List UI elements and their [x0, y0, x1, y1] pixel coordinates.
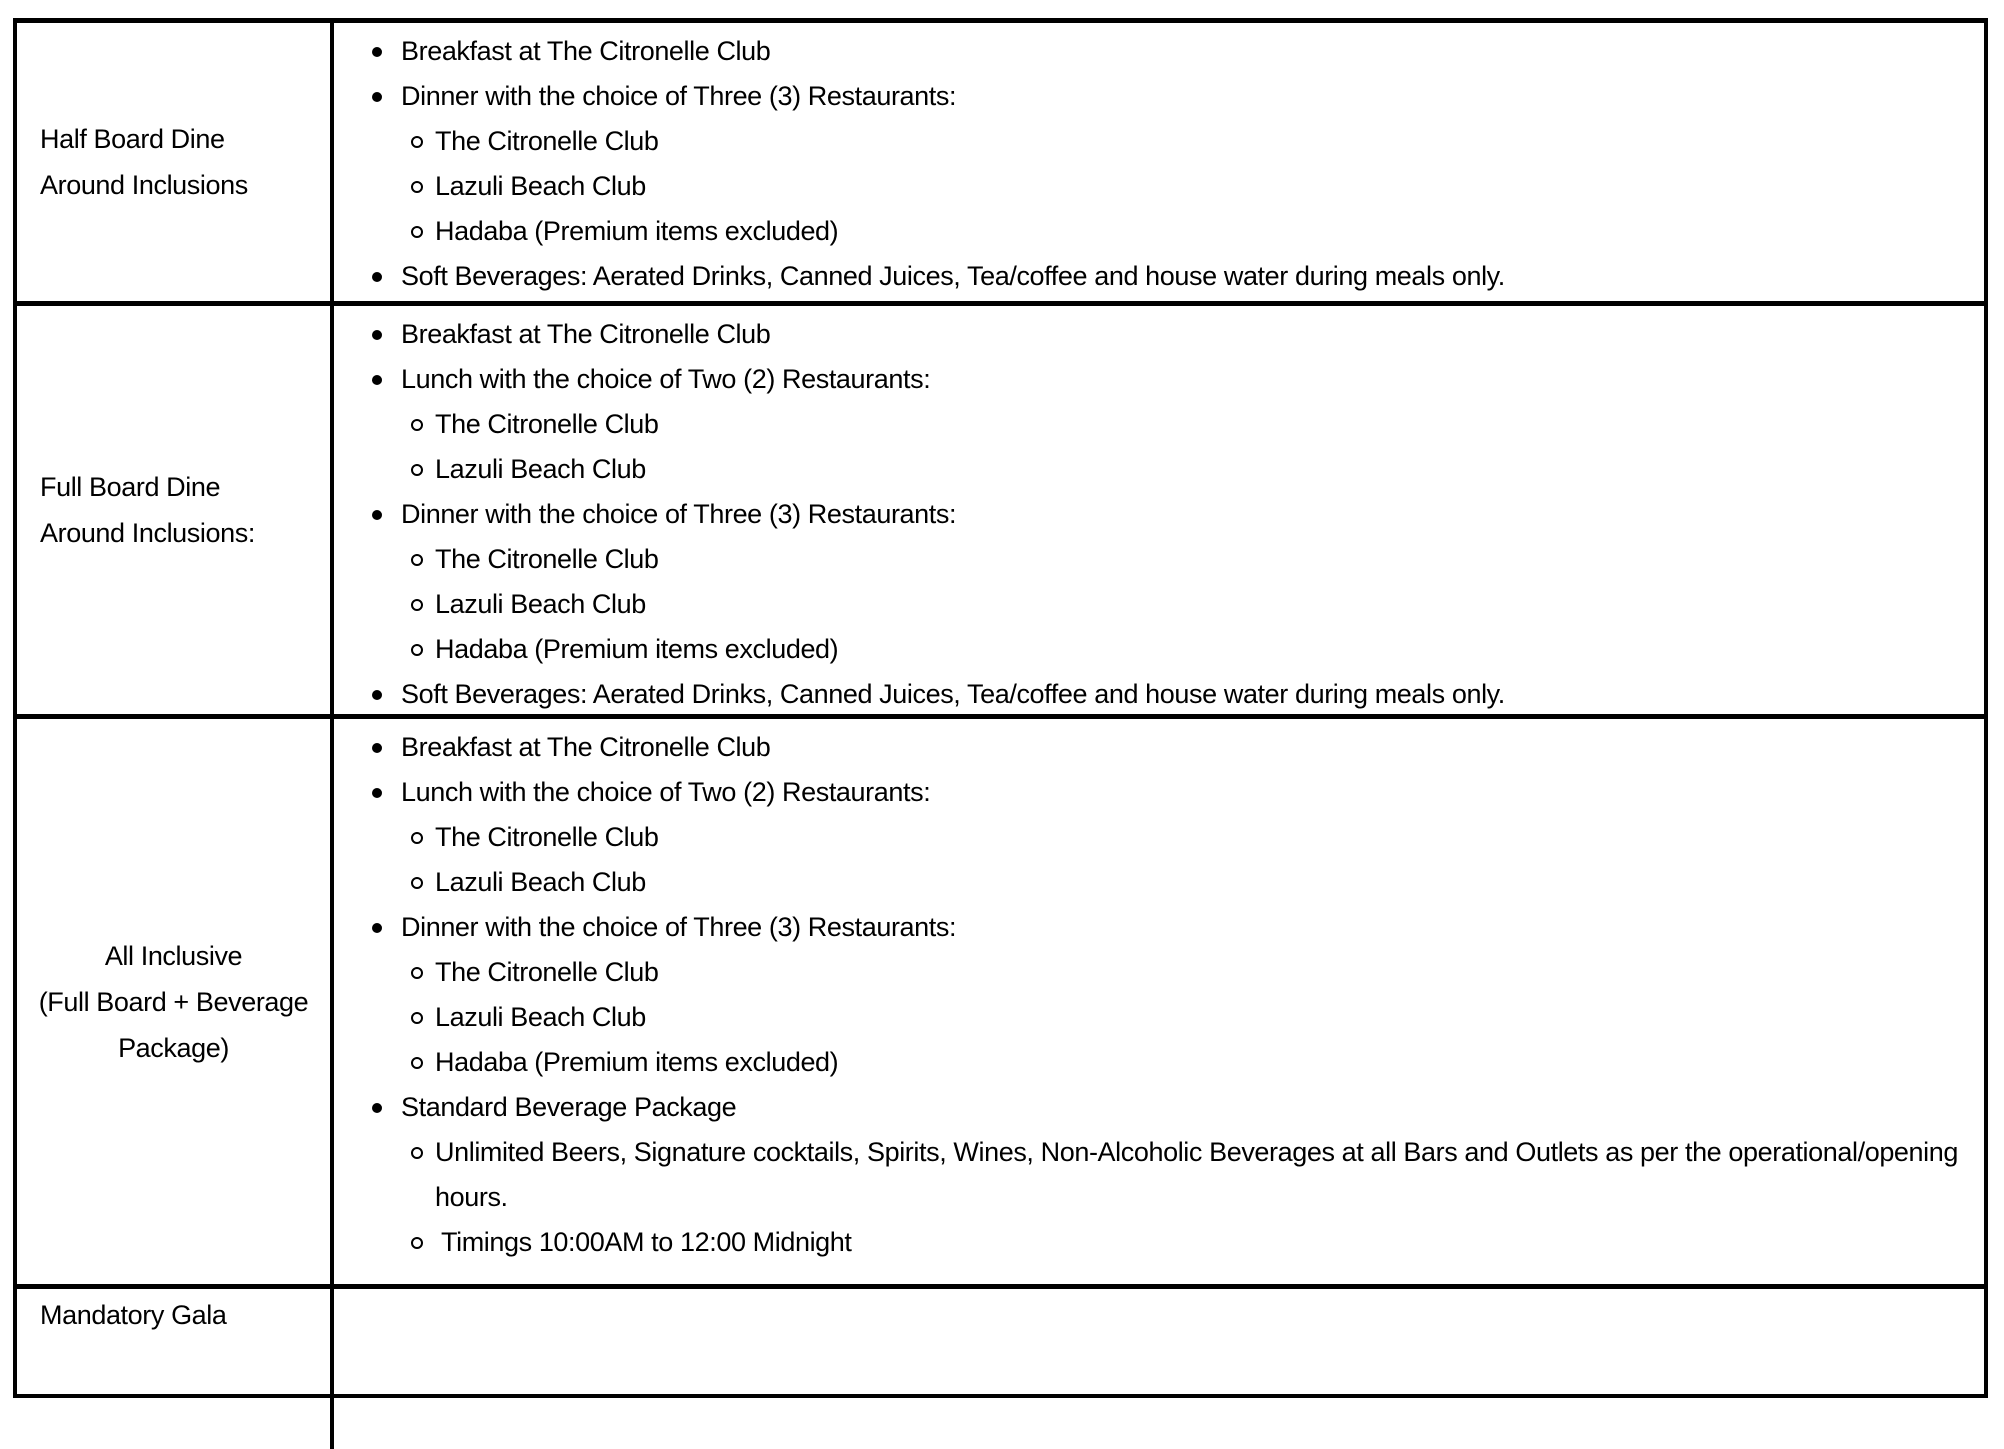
circle-bullet-icon — [411, 136, 423, 148]
table-row-full-board — [17, 306, 1984, 719]
list-item — [334, 950, 1972, 995]
circle-bullet-icon — [411, 554, 423, 566]
bullet-icon — [372, 788, 382, 798]
list-item-text: Breakfast at The Citronelle Club — [401, 732, 771, 762]
bullet-icon — [372, 47, 382, 57]
list-item — [334, 1220, 1972, 1265]
circle-bullet-icon — [411, 1147, 423, 1159]
bullet-icon — [372, 1103, 382, 1113]
table-row-all-inclusive — [17, 719, 1984, 1289]
list-item — [334, 1130, 1972, 1220]
list-item-text: Lazuli Beach Club — [435, 589, 646, 619]
list-item-text: Soft Beverages: Aerated Drinks, Canned Juices, Tea/coffee and house water during meals only. — [401, 679, 1505, 709]
list-item-text: Timings 10:00AM to 12:00 Midnight — [441, 1227, 852, 1257]
circle-bullet-icon — [411, 877, 423, 889]
list-item-text: Soft Beverages: Aerated Drinks, Canned Juices, Tea/coffee and house water during meals only. — [401, 261, 1505, 291]
circle-bullet-icon — [411, 419, 423, 431]
list-item-text: The Citronelle Club — [435, 822, 659, 852]
list-item — [334, 74, 1972, 119]
list-item-text: The Citronelle Club — [435, 957, 659, 987]
list-item — [334, 119, 1972, 164]
list-item-text: Dinner with the choice of Three (3) Restaurants: — [401, 81, 957, 111]
circle-bullet-icon — [411, 1237, 423, 1249]
list-item — [334, 905, 1972, 950]
row-label-cell — [17, 23, 334, 301]
row-label-line: Full Board Dine — [40, 472, 221, 502]
list-item — [334, 492, 1972, 537]
list-item-text: The Citronelle Club — [435, 126, 659, 156]
row-label-line: Around Inclusions — [40, 170, 248, 200]
row-label-cell — [17, 1289, 334, 1449]
bullet-icon — [372, 510, 382, 520]
list-item-text: Lazuli Beach Club — [435, 867, 646, 897]
bullet-icon — [372, 272, 382, 282]
row-content-cell — [334, 306, 1984, 714]
list-item-text: Hadaba (Premium items excluded) — [435, 1047, 839, 1077]
list-item — [334, 860, 1972, 905]
row-label-line: (Full Board + Beverage — [38, 986, 309, 1017]
list-item-text: Hadaba (Premium items excluded) — [435, 216, 839, 246]
list-item-text: Lunch with the choice of Two (2) Restaurants: — [401, 777, 931, 807]
list-item — [334, 627, 1972, 672]
list-item-text: Breakfast at The Citronelle Club — [401, 36, 771, 66]
row-label-line: All Inclusive — [104, 940, 243, 971]
table-row-partial — [17, 1289, 1984, 1449]
list-item-text: Hadaba (Premium items excluded) — [435, 634, 839, 664]
list-item — [334, 312, 1972, 357]
list-item-text: The Citronelle Club — [435, 544, 659, 574]
row-label-line: Package) — [118, 1032, 229, 1063]
list-item — [334, 254, 1972, 299]
list-item — [334, 582, 1972, 627]
list-item-text: The Citronelle Club — [435, 409, 659, 439]
circle-bullet-icon — [411, 967, 423, 979]
bullet-icon — [372, 690, 382, 700]
list-item — [334, 725, 1972, 770]
row-content-cell — [334, 1289, 1984, 1449]
row-label-cell — [17, 719, 334, 1284]
list-item — [334, 1040, 1972, 1085]
list-item — [334, 402, 1972, 447]
list-item — [334, 1085, 1972, 1130]
bullet-icon — [372, 375, 382, 385]
row-label-cell — [17, 306, 334, 714]
circle-bullet-icon — [411, 599, 423, 611]
bullet-icon — [372, 92, 382, 102]
list-item-text: Lunch with the choice of Two (2) Restaurants: — [401, 364, 931, 394]
list-item — [334, 29, 1972, 74]
bullet-icon — [372, 743, 382, 753]
circle-bullet-icon — [411, 181, 423, 193]
list-item — [334, 537, 1972, 582]
circle-bullet-icon — [411, 226, 423, 238]
list-item-text: Standard Beverage Package — [401, 1092, 737, 1122]
list-item — [334, 672, 1972, 717]
bullet-icon — [372, 923, 382, 933]
circle-bullet-icon — [411, 644, 423, 656]
list-item-text: Dinner with the choice of Three (3) Restaurants: — [401, 499, 957, 529]
circle-bullet-icon — [411, 464, 423, 476]
list-item — [334, 770, 1972, 815]
list-item — [334, 447, 1972, 492]
bullet-icon — [372, 330, 382, 340]
circle-bullet-icon — [411, 832, 423, 844]
list-item — [334, 164, 1972, 209]
list-item-text: Lazuli Beach Club — [435, 171, 646, 201]
list-item — [334, 357, 1972, 402]
list-item — [334, 209, 1972, 254]
table-row-half-board — [17, 23, 1984, 306]
list-item-text: Breakfast at The Citronelle Club — [401, 319, 771, 349]
row-label-line: Around Inclusions: — [40, 518, 255, 548]
list-item-text: Unlimited Beers, Signature cocktails, Spirits, Wines, Non-Alcoholic Beverages at all Bars and Outlets as per the operational/opening hours. — [435, 1137, 1958, 1212]
list-item-text: Lazuli Beach Club — [435, 454, 646, 484]
circle-bullet-icon — [411, 1057, 423, 1069]
meal-plan-table — [13, 18, 1988, 1398]
list-item — [334, 815, 1972, 860]
row-content-cell — [334, 719, 1984, 1284]
list-item-text: Lazuli Beach Club — [435, 1002, 646, 1032]
list-item-text: Dinner with the choice of Three (3) Restaurants: — [401, 912, 957, 942]
row-label-line: Mandatory Gala — [40, 1300, 227, 1330]
list-item — [334, 995, 1972, 1040]
circle-bullet-icon — [411, 1012, 423, 1024]
row-content-cell — [334, 23, 1984, 301]
row-label-line: Half Board Dine — [40, 124, 225, 154]
